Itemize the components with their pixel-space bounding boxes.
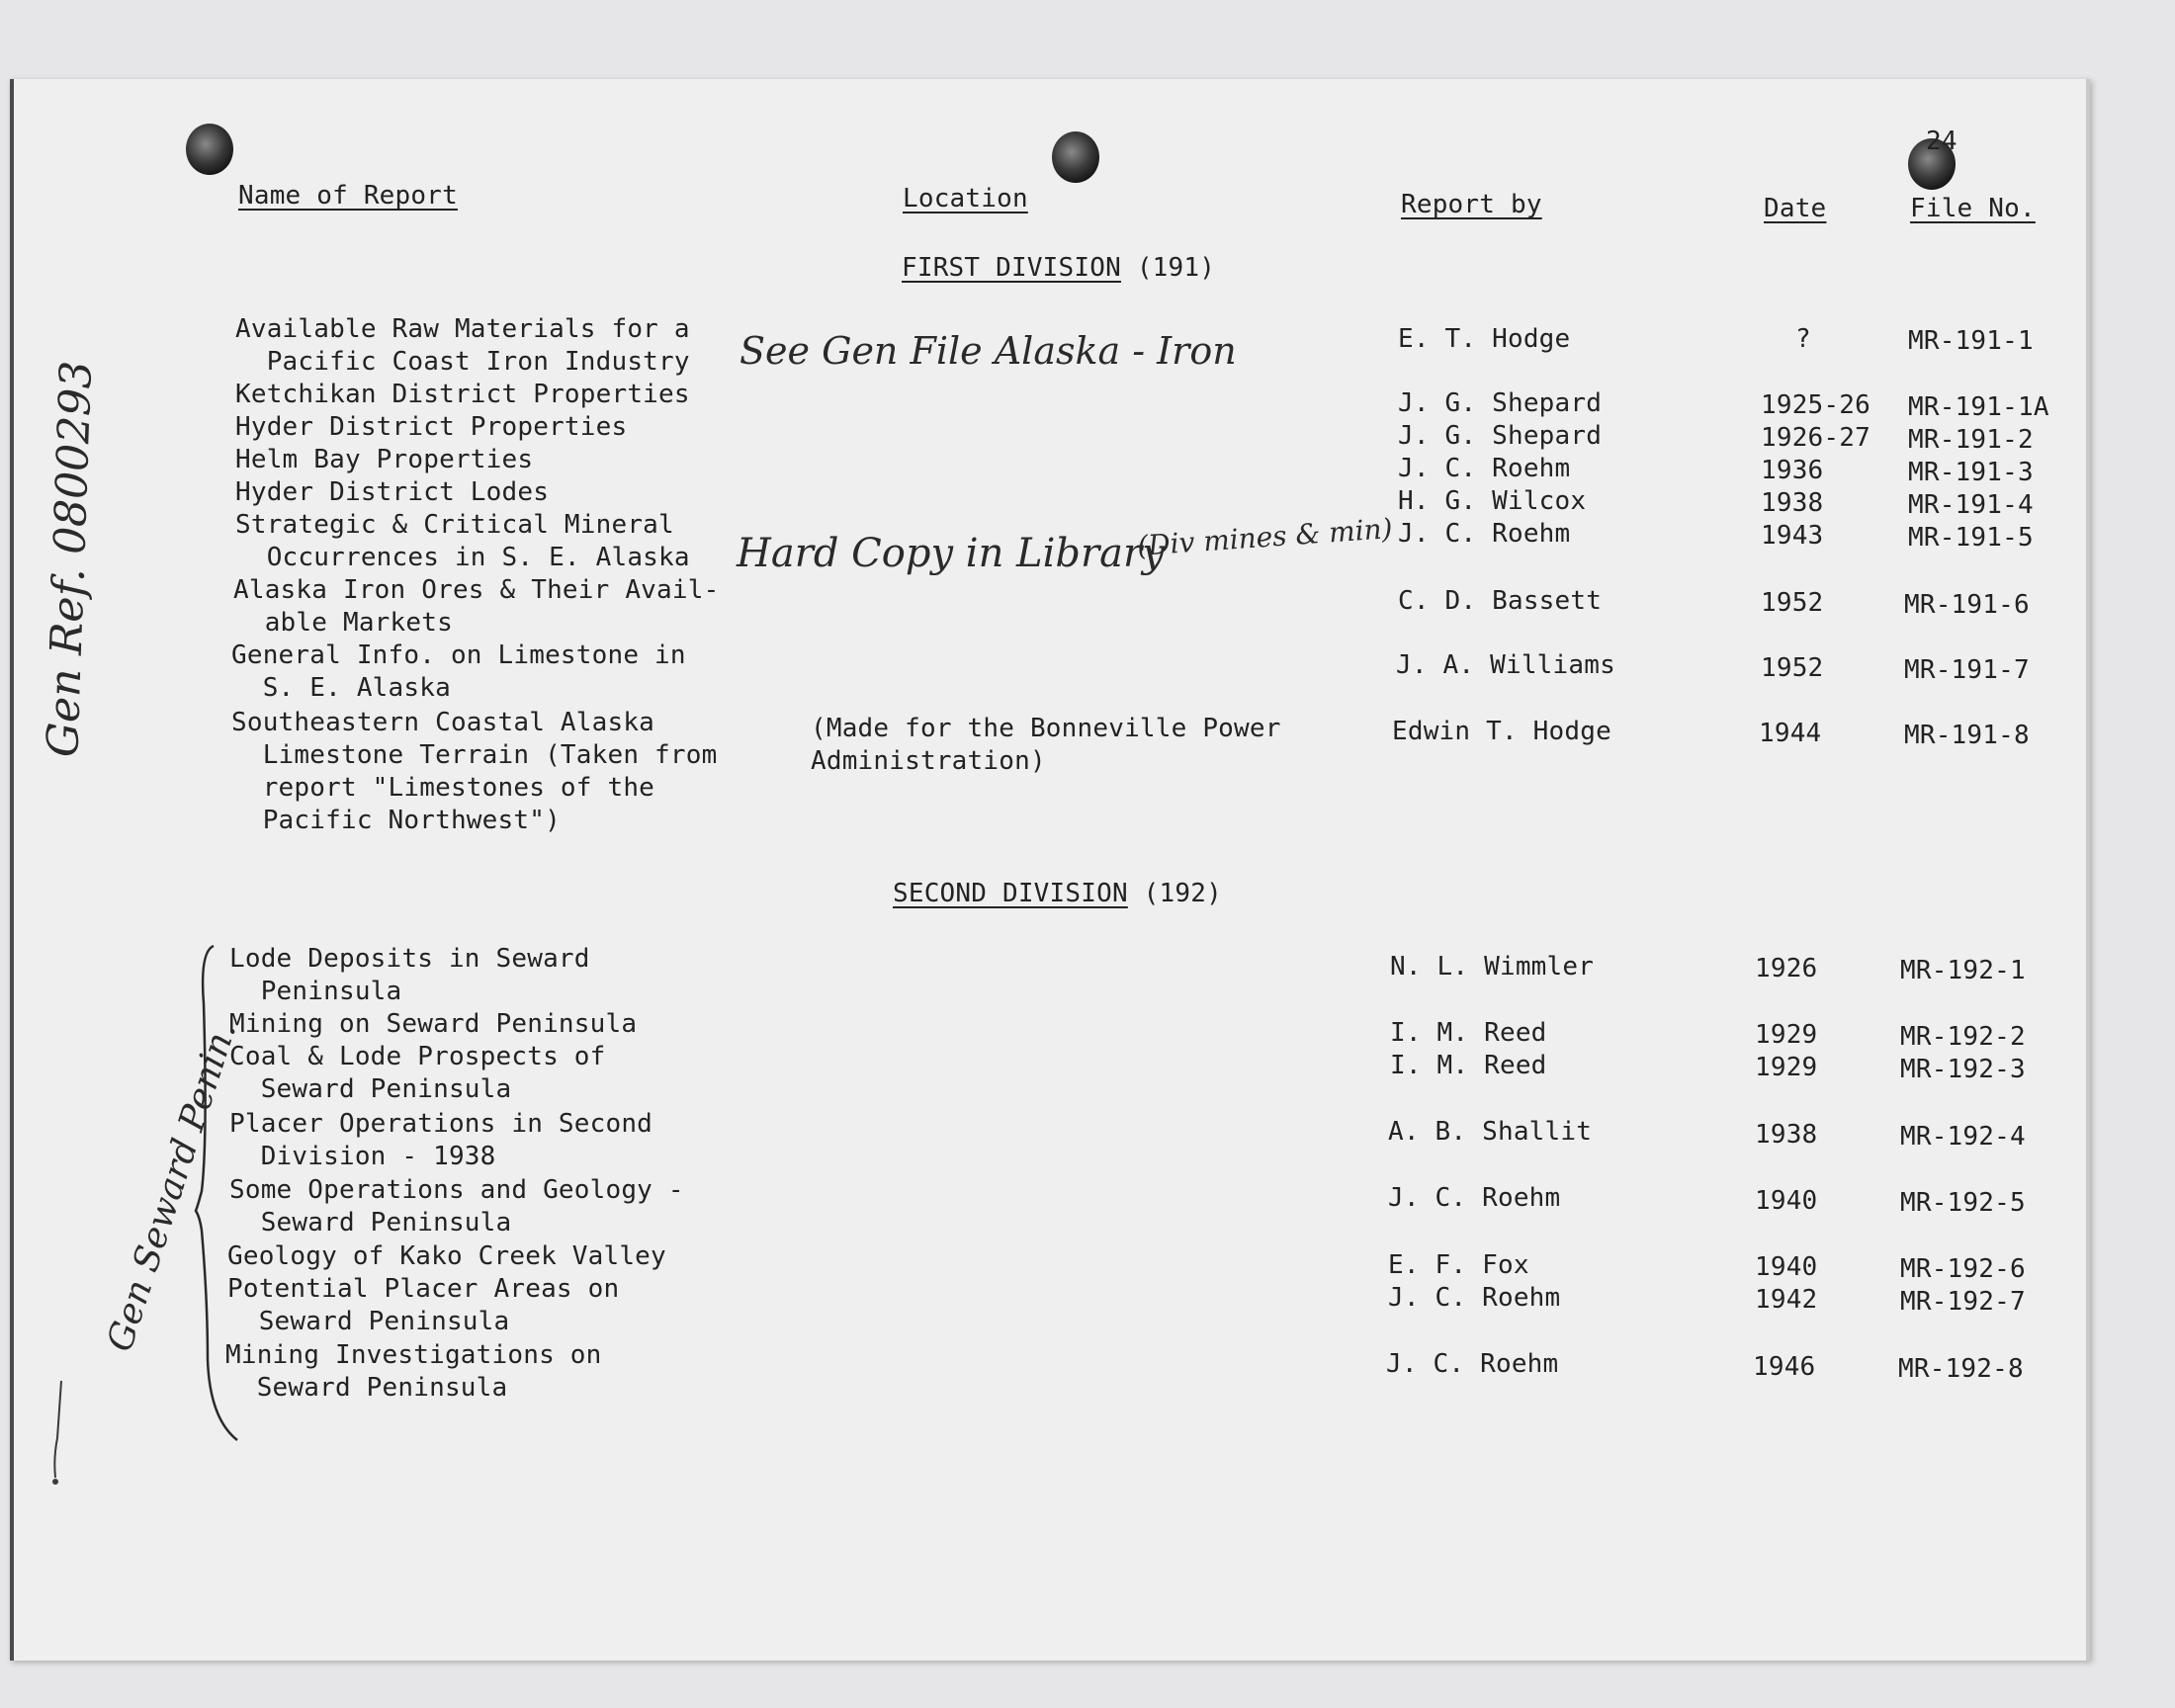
report-name: Coal & Lode Prospects of (229, 1042, 606, 1071)
report-author: J. G. Shepard (1398, 388, 1603, 418)
report-name-cont: Seward Peninsula (229, 1208, 512, 1238)
report-date: ? (1795, 324, 1811, 354)
report-name-cont: able Markets (233, 608, 453, 638)
header-file-no: File No. (1910, 194, 2036, 223)
report-author: E. F. Fox (1388, 1250, 1529, 1280)
report-author: C. D. Bassett (1398, 586, 1603, 616)
header-location: Location (903, 184, 1028, 214)
report-date: 1940 (1755, 1186, 1818, 1216)
handwritten-brace (194, 944, 239, 1443)
report-name: Mining Investigations on (225, 1340, 602, 1370)
report-date: 1946 (1753, 1352, 1816, 1382)
report-file-no: MR-191-3 (1908, 458, 2034, 487)
report-name-cont: Seward Peninsula (227, 1307, 510, 1336)
report-name: Strategic & Critical Mineral (235, 510, 674, 540)
report-date: 1926 (1755, 954, 1818, 983)
report-date: 1944 (1759, 719, 1822, 748)
report-file-no: MR-191-2 (1908, 425, 2034, 455)
report-file-no: MR-192-3 (1900, 1055, 2026, 1084)
report-date: 1938 (1755, 1120, 1818, 1150)
handwritten-margin-gen-ref: Gen Ref. 0800293 (38, 360, 103, 758)
report-name: Southeastern Coastal Alaska (231, 708, 655, 737)
report-author: J. A. Williams (1396, 650, 1615, 680)
report-date: 1942 (1755, 1285, 1818, 1315)
report-file-no: MR-191-4 (1908, 490, 2034, 520)
report-name-cont: Pacific Northwest") (231, 806, 561, 835)
report-file-no: MR-192-2 (1900, 1022, 2026, 1052)
report-name-cont: Seward Peninsula (229, 1074, 512, 1104)
report-author: N. L. Wimmler (1390, 952, 1595, 982)
report-name-cont: Peninsula (229, 977, 402, 1006)
first-division-title: FIRST DIVISION (902, 253, 1121, 283)
report-date: 1943 (1761, 521, 1824, 551)
second-division-code: (192) (1143, 879, 1222, 908)
punch-hole-left (186, 124, 233, 175)
report-name-cont: Occurrences in S. E. Alaska (235, 543, 690, 572)
report-name: Alaska Iron Ores & Their Avail- (233, 575, 720, 605)
report-date: 1938 (1761, 488, 1824, 518)
page-number: 24 (1926, 127, 1958, 156)
report-name-cont: Pacific Coast Iron Industry (235, 347, 690, 377)
report-author: J. C. Roehm (1398, 519, 1571, 549)
report-name: Mining on Seward Peninsula (229, 1009, 638, 1039)
handwritten-note-library-paren: (Div mines & min) (1136, 512, 1394, 562)
report-file-no: MR-192-8 (1898, 1354, 2024, 1384)
report-file-no: MR-192-4 (1900, 1122, 2026, 1152)
second-division-heading (893, 879, 1222, 908)
report-author: J. C. Roehm (1388, 1183, 1561, 1213)
report-file-no: MR-192-6 (1900, 1254, 2026, 1284)
header-report-by: Report by (1401, 190, 1542, 219)
report-name: Helm Bay Properties (235, 445, 534, 474)
report-date: 1936 (1761, 456, 1824, 485)
report-date: 1952 (1761, 588, 1824, 618)
report-name: Available Raw Materials for a (235, 314, 690, 344)
report-name: Potential Placer Areas on (227, 1274, 620, 1304)
handwritten-note-iron: See Gen File Alaska - Iron (740, 329, 1237, 373)
report-file-no: MR-191-1 (1908, 326, 2034, 356)
second-division-title: SECOND DIVISION (893, 879, 1128, 908)
report-date: 1925-26 (1761, 390, 1870, 420)
handwritten-note-library: Hard Copy in Library (737, 531, 1165, 576)
report-file-no: MR-191-7 (1904, 655, 2030, 685)
report-name-cont: Seward Peninsula (225, 1373, 508, 1403)
first-division-heading (902, 253, 1215, 283)
report-date: 1929 (1755, 1053, 1818, 1082)
report-date: 1952 (1761, 653, 1824, 683)
punch-hole-center (1052, 131, 1099, 183)
report-file-no: MR-191-1A (1908, 392, 2049, 422)
report-author: J. G. Shepard (1398, 421, 1603, 451)
handwritten-margin-seward: Gen Seward Penin. (99, 1016, 245, 1357)
report-name: Some Operations and Geology - (229, 1175, 684, 1205)
report-name-cont: report "Limestones of the (231, 773, 655, 803)
report-name: Hyder District Properties (235, 412, 628, 442)
handwritten-margin-mark (44, 1379, 67, 1488)
report-name: Hyder District Lodes (235, 477, 550, 507)
report-date: 1926-27 (1761, 423, 1870, 453)
report-file-no: MR-192-1 (1900, 956, 2026, 985)
report-file-no: MR-192-7 (1900, 1287, 2026, 1317)
report-name: Ketchikan District Properties (235, 380, 690, 409)
report-file-no: MR-191-5 (1908, 523, 2034, 553)
report-name: Placer Operations in Second (229, 1109, 653, 1139)
report-author: A. B. Shallit (1388, 1117, 1593, 1147)
report-name-cont: S. E. Alaska (231, 673, 451, 703)
report-author: H. G. Wilcox (1398, 486, 1587, 516)
report-file-no: MR-191-6 (1904, 590, 2030, 620)
header-date: Date (1764, 194, 1827, 223)
report-file-no: MR-192-5 (1900, 1188, 2026, 1218)
report-date: 1940 (1755, 1252, 1818, 1282)
report-name-cont: Division - 1938 (229, 1142, 496, 1171)
report-author: J. C. Roehm (1398, 454, 1571, 483)
report-author: I. M. Reed (1390, 1051, 1547, 1080)
report-author: E. T. Hodge (1398, 324, 1571, 354)
first-division-code: (191) (1136, 253, 1216, 283)
report-name-cont: Limestone Terrain (Taken from (231, 740, 718, 770)
page-edge-shadow (2086, 79, 2090, 1661)
report-name: General Info. on Limestone in (231, 640, 686, 670)
report-location: (Made for the Bonneville Power (811, 714, 1281, 743)
report-author: I. M. Reed (1390, 1018, 1547, 1048)
report-author: Edwin T. Hodge (1392, 717, 1611, 746)
report-author: J. C. Roehm (1388, 1283, 1561, 1313)
report-file-no: MR-191-8 (1904, 721, 2030, 750)
report-name: Lode Deposits in Seward (229, 944, 590, 974)
report-name: Geology of Kako Creek Valley (227, 1241, 666, 1271)
report-date: 1929 (1755, 1020, 1818, 1050)
report-author: J. C. Roehm (1386, 1349, 1559, 1379)
header-name-of-report: Name of Report (238, 181, 458, 211)
report-location-cont: Administration) (811, 746, 1046, 776)
